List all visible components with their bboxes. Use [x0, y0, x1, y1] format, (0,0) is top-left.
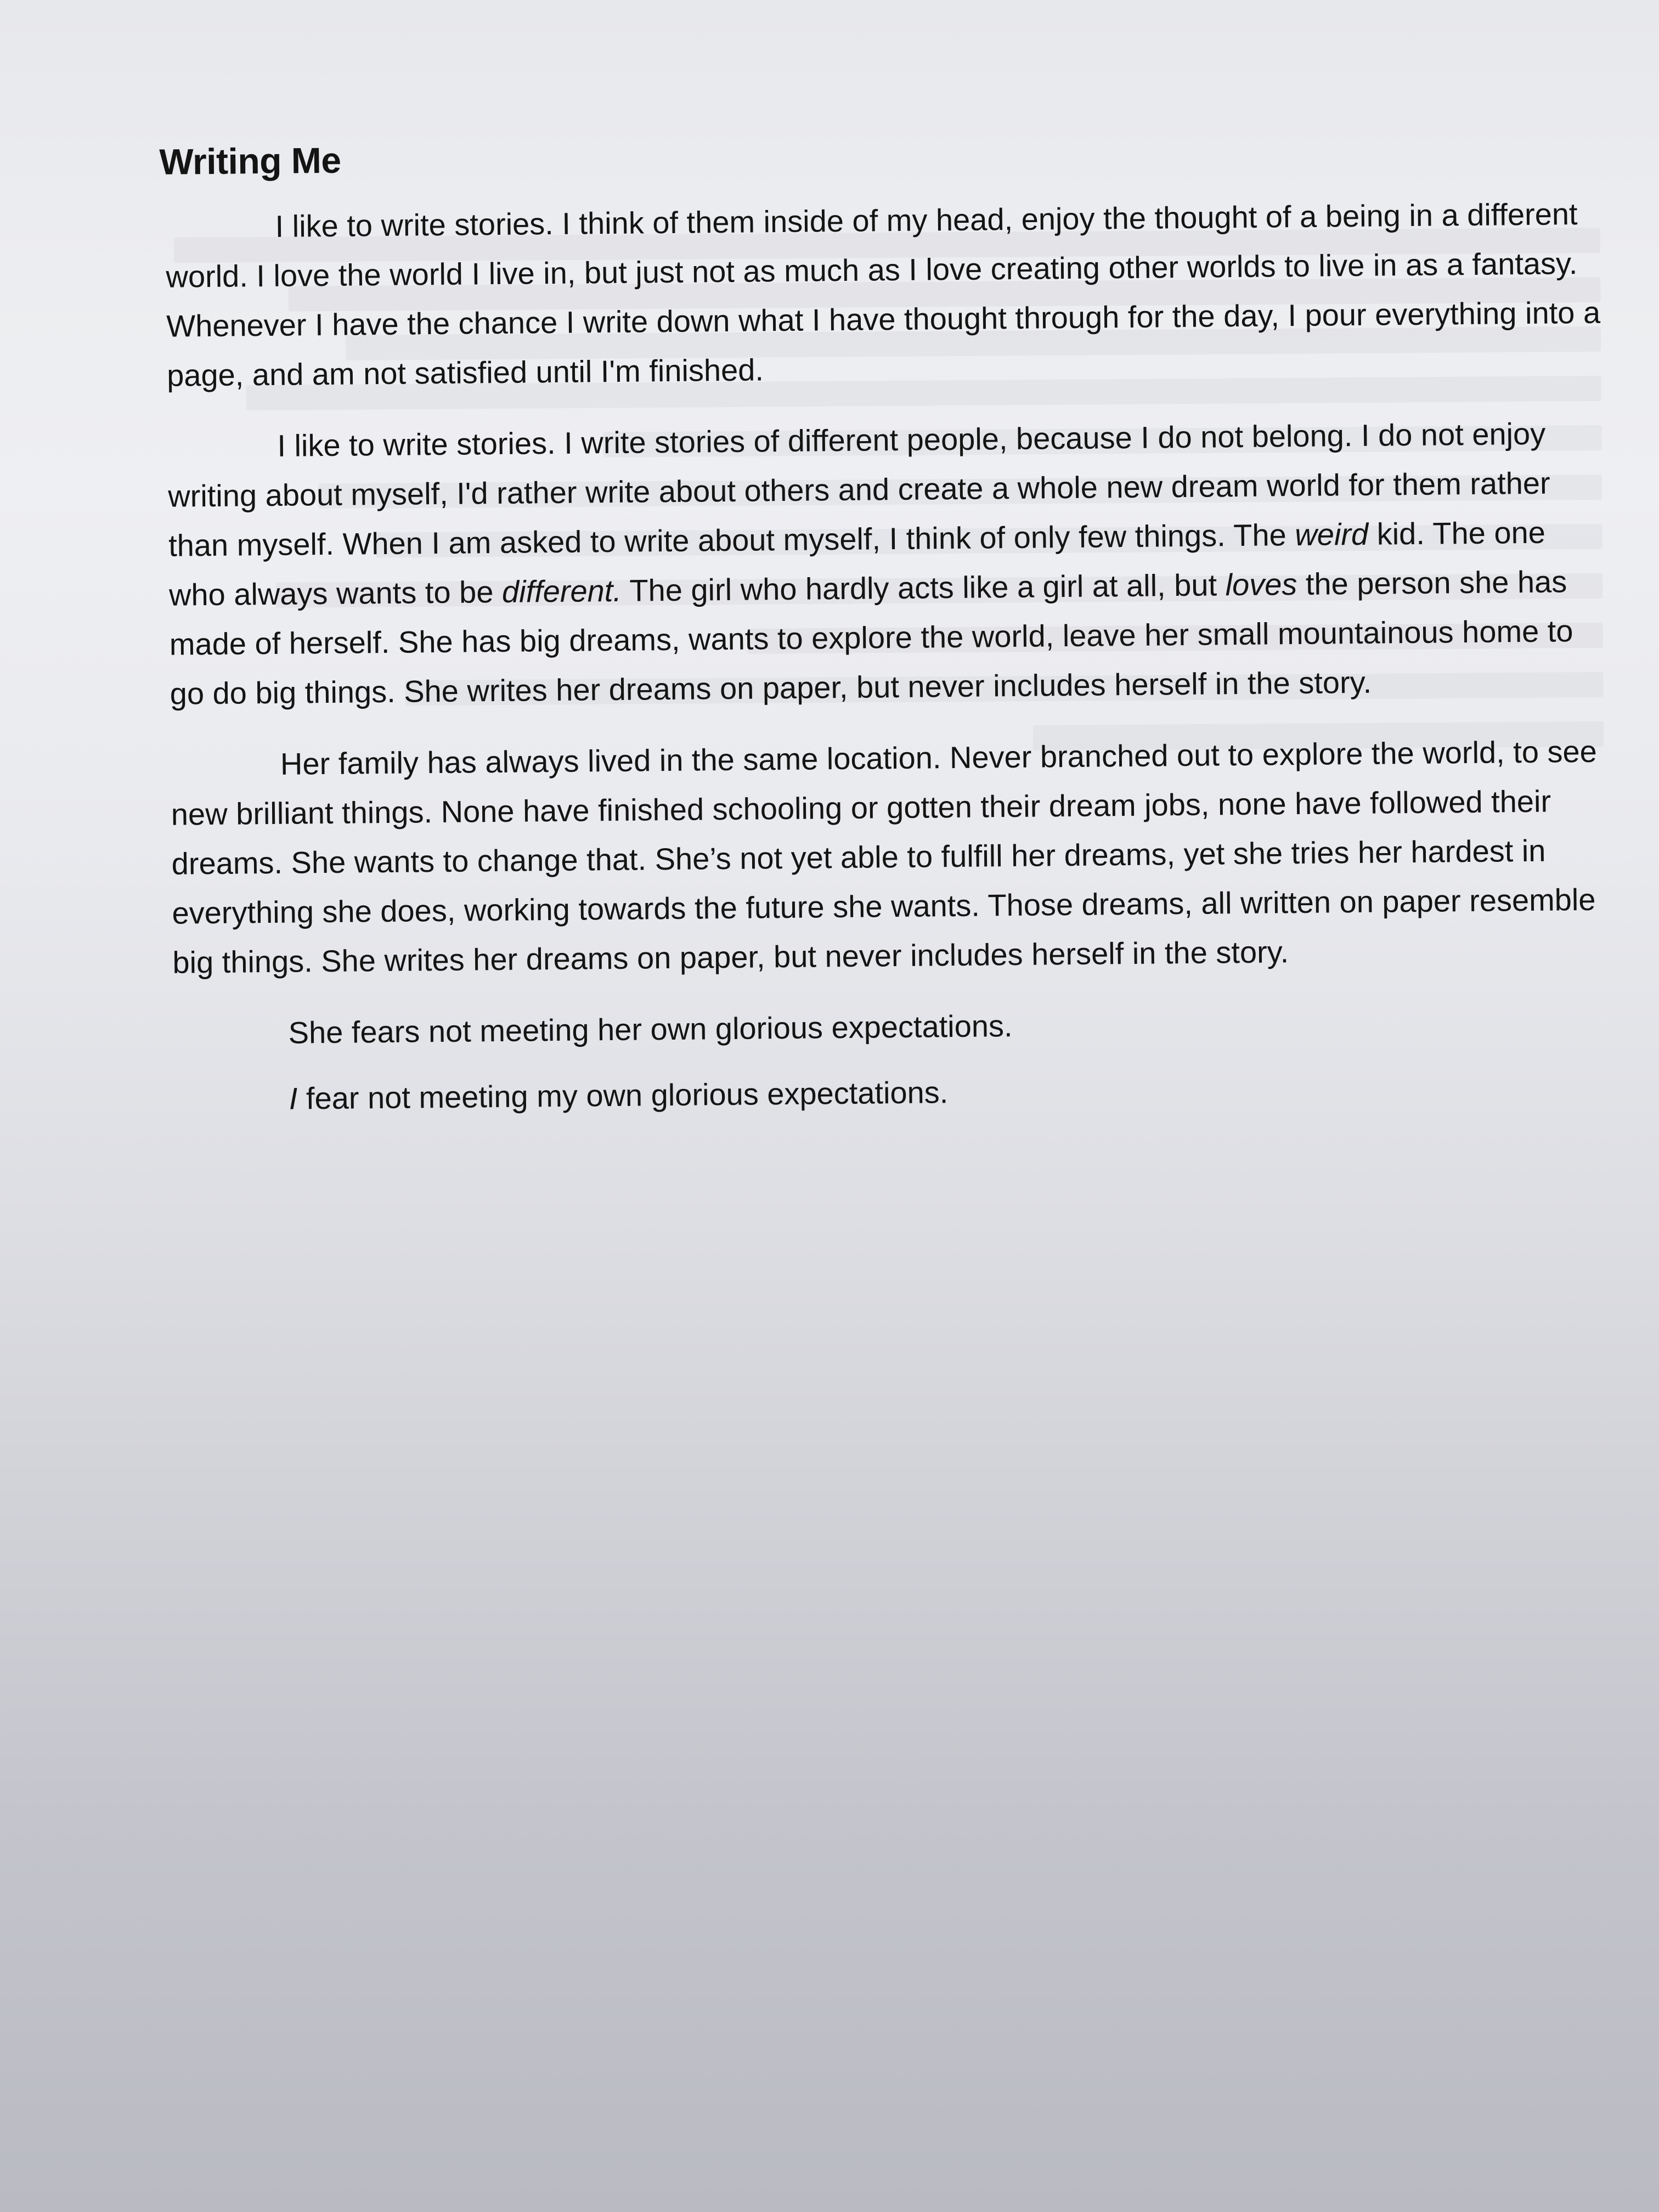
text-run: the person she has made of herself. She has big dreams, wants to explore the world, leave her small mountainous home to go do big things. She writes her dreams on paper, but never includes herself in the story.: [169, 564, 1573, 711]
document-body: [154, 123, 1611, 1141]
text-run: kid. The one who always wants to be: [168, 515, 1546, 612]
text-run: fear not meeting my own glorious expectations.: [297, 1075, 949, 1116]
text-run: Her family has always lived in the same location. Never branched out to explore the world, to see new brilliant things. None have finished schooling or gotten their dream jobs, none have followed their dreams. She wants to change that. She’s not yet able to fulfill her dreams, yet she tries her hardest in everything she does, working towards the future she wants. Those dreams, all written on paper resemble big things. She writes her dreams on paper, but never includes herself in the story.: [171, 733, 1598, 980]
italic-text-run: weird: [1294, 516, 1369, 552]
italic-text-run: different.: [501, 573, 622, 609]
text-run: I like to write stories. I write stories of different people, because I do not belong. I do not enjoy writing about myself, I'd rather write about others and create a whole new dream world for them rather than myself. When I am asked to write about myself, I think of only few things. The: [167, 416, 1550, 563]
italic-text-run: I: [289, 1081, 298, 1116]
text-run: She fears not meeting her own glorious expectations.: [288, 1008, 1013, 1050]
text-run: I like to write stories. I think of them inside of my head, enjoy the thought of a being in a different world. I love the world I live in, but just not as much as I love creating other worlds to live in as a fantasy. Whenever I have the chance I write down what I have thought through for the day, I pour everything into a page, and am not satisfied until I'm finished.: [166, 196, 1601, 393]
closing-line-1: [288, 996, 1611, 1058]
paragraph-1: [165, 189, 1604, 400]
paragraph-2: [167, 409, 1607, 719]
document-title: Writing Me: [159, 139, 341, 182]
text-run: The girl who hardly acts like a girl at all, but: [621, 567, 1226, 608]
italic-text-run: loves: [1225, 567, 1297, 602]
closing-line-2: [289, 1062, 1611, 1124]
paragraph-3: [171, 727, 1610, 988]
